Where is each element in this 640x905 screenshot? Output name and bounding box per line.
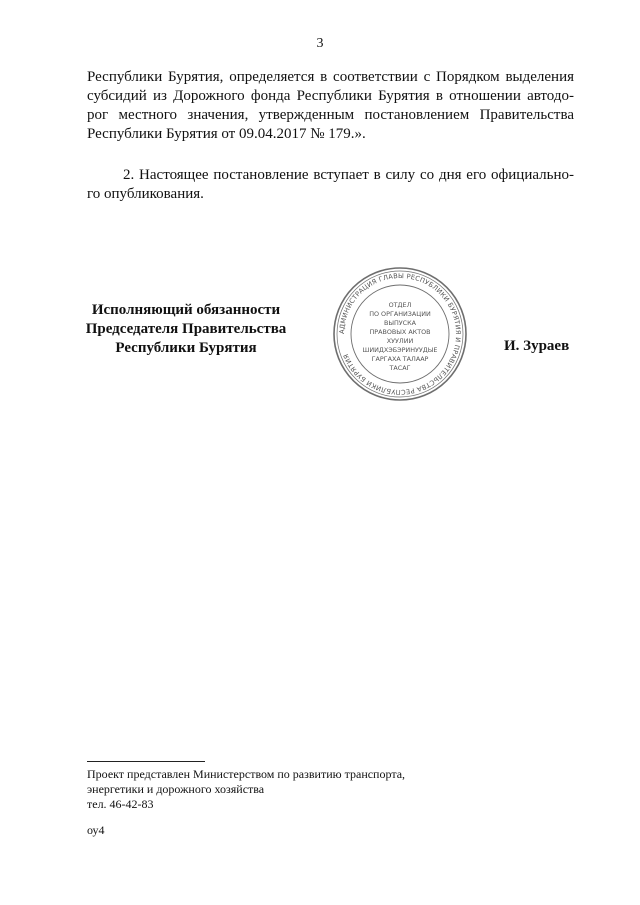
seal-center-line: ПРАВОВЫХ АКТОВ <box>369 328 431 336</box>
signatory-name: И. Зураев <box>504 338 570 354</box>
position-line: Исполняющий обязанности <box>91 302 281 318</box>
seal-center-line: ГАРГАХА ТАЛААР <box>371 355 429 363</box>
footnote-line: Проект представлен Министерством по развитию транспорта, <box>87 767 406 781</box>
seal-center-line: ШИИДХЭБЭРИНУУДЫЕ <box>362 346 438 354</box>
seal-center-line: ВЫПУСКА <box>383 319 417 327</box>
seal-center-line: ПО ОРГАНИЗАЦИИ <box>369 310 431 318</box>
position-line: Председателя Правительства <box>85 321 287 337</box>
seal-center-line: ОТДЕЛ <box>388 301 412 309</box>
signatory-position <box>70 301 302 358</box>
text-line: го опубликования. <box>87 186 204 202</box>
position-line: Республики Бурятия <box>115 340 257 356</box>
official-seal <box>330 264 470 404</box>
footnote <box>87 767 405 812</box>
seal-ring-textpath: АДМИНИСТРАЦИЯ ГЛАВЫ РЕСПУБЛИКИ БУРЯТИЯ И ПРАВИТЕЛЬСТВА РЕСПУБЛИКИ БУРЯТИЯ <box>337 271 463 397</box>
footnote-line: тел. 46-42-83 <box>87 797 154 811</box>
text-line: субсидий из Дорожного фонда Республики Бурятия в отношении автодо- <box>87 88 574 104</box>
footnote-divider <box>87 761 205 762</box>
document-code: оу4 <box>87 823 105 837</box>
text-line: рог местного значения, утвержденным постановлением Правительства <box>87 107 574 123</box>
seal-center-line: ТАСАГ <box>389 364 411 372</box>
paragraph-effective-date <box>87 166 574 204</box>
page-number: 3 <box>316 36 324 51</box>
text-line: 2. Настоящее постановление вступает в силу со дня его официально- <box>123 167 574 183</box>
text-line: Республики Бурятия, определяется в соответствии с Порядком выделения <box>87 69 574 85</box>
text-line: Республики Бурятия от 09.04.2017 № 179.». <box>87 126 366 142</box>
seal-center-line: ХУУЛИИ <box>386 337 414 345</box>
paragraph-continuation <box>87 68 574 144</box>
footnote-line: энергетики и дорожного хозяйства <box>87 782 265 796</box>
